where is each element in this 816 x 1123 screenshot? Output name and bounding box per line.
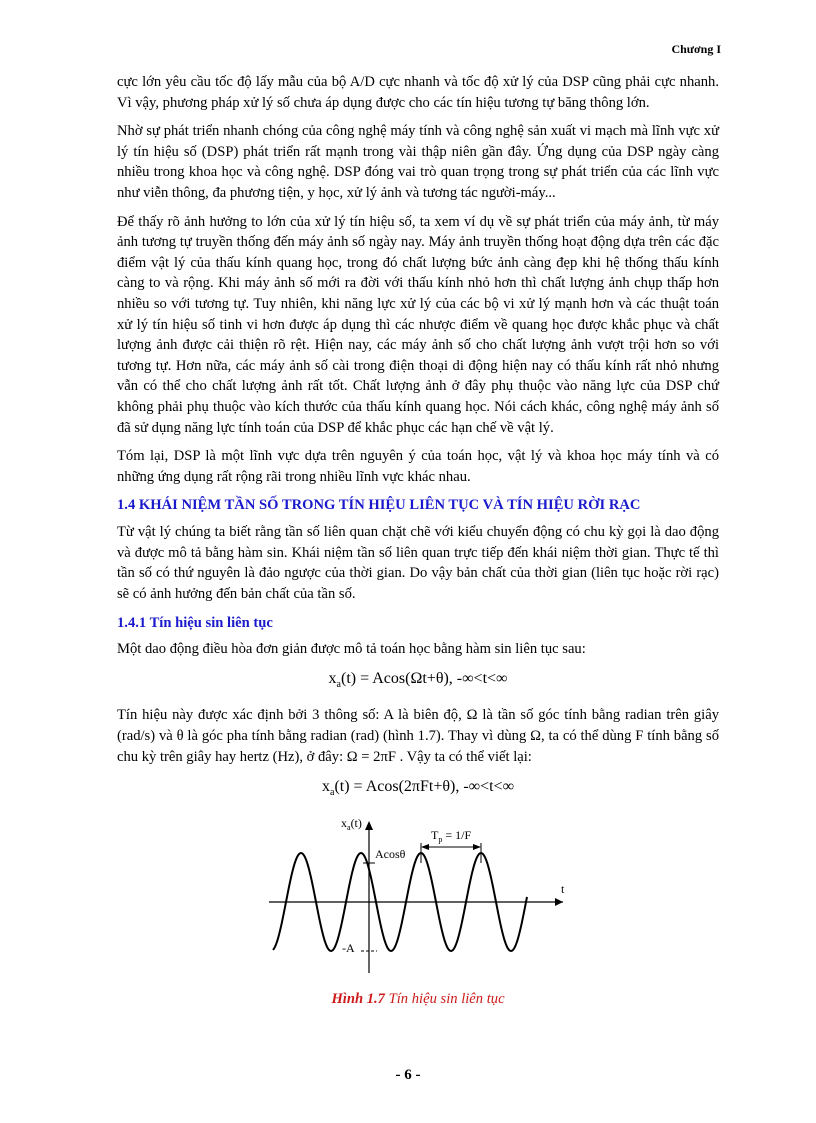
- equation-subscript: a: [336, 679, 341, 691]
- y-axis-arrow: [365, 821, 373, 830]
- equation-lhs: x: [328, 670, 337, 688]
- paragraph: cực lớn yêu cầu tốc độ lấy mẫu của bộ A/D cực nhanh và tốc độ xử lý của DSP cũng phải cực nhanh. Vì vậy, phương pháp xử lý số chưa áp dụng được cho các tín hiệu tương tự băng thông lớn.: [117, 74, 719, 111]
- y-label-tail: (t): [350, 816, 362, 831]
- equation-1: [117, 667, 719, 697]
- period-arrow-right: [473, 844, 481, 850]
- equation-subscript: a: [330, 787, 335, 799]
- period-arrow-left: [421, 844, 429, 850]
- paragraph: Nhờ sự phát triển nhanh chóng của công nghệ máy tính và công nghệ sản xuất vi mạch mà lĩnh vực xử lý tín hiệu số (DSP) phát triển rất mạnh trong vài thập niên gần đây. Ứng dụng của DSP ngày càng nhiều trong khoa học và công nghệ. DSP đóng vai trò quan trọng trong sự phát triển của các lĩnh vực như viễn thông, đa phương tiện, y học, xử lý ảnh và tương tác người-máy...: [117, 123, 719, 201]
- sinusoid-plot: [117, 813, 719, 983]
- period-main: T: [431, 828, 439, 843]
- y-label-sub: a: [347, 823, 351, 833]
- period-sub: p: [438, 835, 443, 845]
- page-content: [117, 72, 719, 1010]
- paragraph: Tóm lại, DSP là một lĩnh vực dựa trên nguyên ý của toán học, vật lý và khoa học máy tính và có những ứng dụng rất rộng rãi trong nhiều lĩnh vực khác nhau.: [117, 448, 719, 485]
- section-heading: 1.4 KHÁI NIỆM TẦN SỐ TRONG TÍN HIỆU LIÊN TỤC VÀ TÍN HIỆU RỜI RẠC: [117, 497, 641, 514]
- paragraph: Từ vật lý chúng ta biết rằng tần số liên quan chặt chẽ với kiểu chuyển động có chu kỳ gọi là dao động và được mô tả bằng hàm sin. Khái niệm tần số liên quan trực tiếp đến khái niệm thời gian. Thực tế thì tần số có thứ nguyên là đảo ngược của thời gian. Do vậy bản chất của thời gian (liên tục hoặc rời rạc) sẽ có ảnh hưởng đến bản chất của tần số.: [117, 524, 719, 603]
- period-tail: = 1/F: [442, 828, 472, 843]
- paragraph: Tín hiệu này được xác định bởi 3 thông số: A là biên độ, Ω là tần số góc tính bằng radian trên giây (rad/s) và θ là góc pha tính bằng radian (rad) (hình 1.7). Thay vì dùng Ω, ta có thể dùng F tính bằng số chu kỳ trên giây hay hertz (Hz), ở đây: Ω = 2πF . Vậy ta có thể viết lại:: [117, 707, 719, 765]
- y-label-main: x: [341, 816, 347, 831]
- equation-2: [117, 775, 719, 805]
- t-axis-label: t: [561, 882, 565, 897]
- caption-number: Hình 1.7: [331, 991, 385, 1008]
- subsection-heading: 1.4.1 Tín hiệu sin liên tục: [117, 614, 273, 631]
- figure-caption: [117, 989, 719, 1010]
- paragraph: Một dao động điều hòa đơn giản được mô tả toán học bằng hàm sin liên tục sau:: [117, 640, 586, 657]
- equation-lhs: x: [322, 778, 330, 796]
- chapter-header: Chương I: [671, 42, 721, 56]
- acos-label: Acosθ: [375, 847, 406, 862]
- equation-rhs: (t) = Acos(2πFt+θ), -∞<t<∞: [334, 778, 514, 796]
- figure-sinusoid: [117, 813, 719, 983]
- neg-a-label: -A: [342, 941, 355, 956]
- equation-rhs: (t) = Acos(Ωt+θ), -∞<t<∞: [341, 670, 508, 688]
- period-label: [431, 828, 471, 844]
- t-axis-arrow: [555, 898, 563, 906]
- page-number: - 6 -: [395, 1067, 421, 1083]
- paragraph: Để thấy rõ ảnh hưởng to lớn của xử lý tín hiệu số, ta xem ví dụ về sự phát triển của máy ảnh, từ máy ảnh tương tự truyền thống đến máy ảnh số ngày nay. Máy ảnh truyền thống hoạt động dựa trên các đặc điểm vật lý của thấu kính quang học, trong đó chất lượng bức ảnh càng đẹp khi hệ thống thấu kính càng to và rộng. Khi máy ảnh số mới ra đời với thấu kính nhỏ hơn thì chất lượng ảnh chụp thấp hơn nhiều so với tương tự. Tuy nhiên, khi năng lực xử lý của các bộ vi xử lý mạnh hơn và các thuật toán xử lý tín hiệu số tinh vi hơn được áp dụng thì các nhược điểm về quang học được khắc phục và chất lượng ảnh được cải thiện rõ rệt. Hiện nay, các máy ảnh số cho chất lượng ảnh vượt trội hơn so với tương tự. Hơn nữa, các máy ảnh số cài trong điện thoại di động hiện nay có thấu kính rất nhỏ nhưng vẫn có thể cho chất lượng ảnh rất tốt. Chất lượng ảnh ở đây phụ thuộc vào năng lực của DSP chứ không phải phụ thuộc vào kích thước của thấu kính quang học. Nói cách khác, công nghệ máy ảnh số đã sử dụng năng lực tính toán của DSP để khắc phục các hạn chế về vật lý.: [117, 213, 719, 436]
- y-axis-label: [341, 816, 362, 832]
- caption-title: Tín hiệu sin liên tục: [388, 991, 505, 1008]
